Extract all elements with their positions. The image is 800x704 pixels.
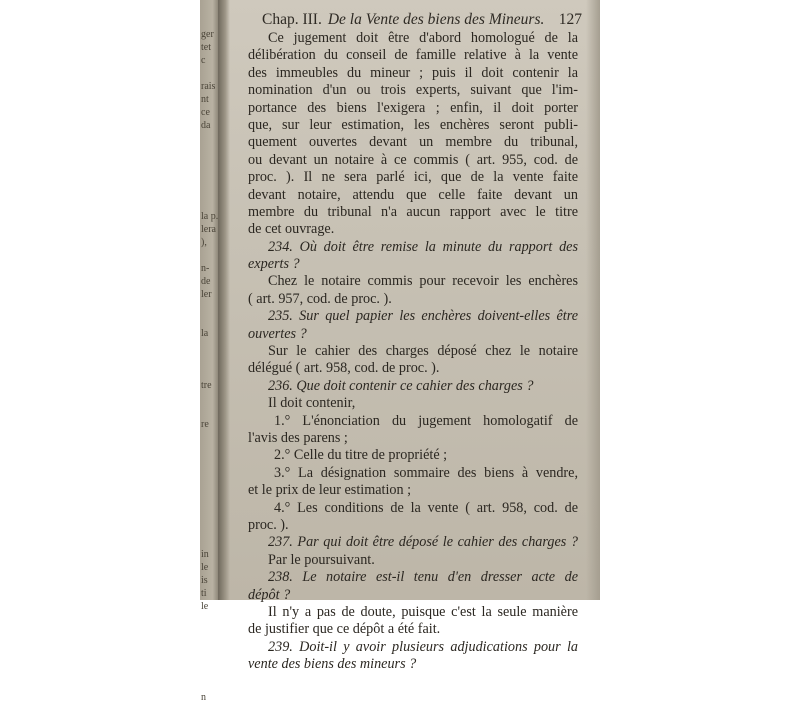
list-item-line: 3.° La désignation sommaire des biens à vendre, bbox=[274, 464, 578, 481]
question-line: vente des biens des mineurs ? bbox=[248, 656, 417, 673]
left-page-text-fragments: ger tet c rais nt ce da la p. lera ), n- de ler la tre re in le is ti le n bbox=[201, 29, 219, 703]
text-line: des immeubles du mineur ; puis il doit contenir la bbox=[248, 64, 578, 81]
question-line: 239. Doit-il y avoir plusieurs adjudications pour la bbox=[268, 638, 578, 655]
list-item-line: l'avis des parens ; bbox=[248, 429, 348, 446]
running-head bbox=[262, 10, 582, 30]
list-item-line: et le prix de leur estimation ; bbox=[248, 482, 412, 499]
question-line: 235. Sur quel papier les enchères doivent-elles être bbox=[268, 308, 578, 325]
running-head-title: De la Vente des biens des Mineurs. bbox=[327, 11, 545, 28]
answer-line: délégué ( art. 958, cod. de proc. ). bbox=[248, 360, 440, 377]
question-line: 234. Où doit être remise la minute du rapport des bbox=[268, 238, 578, 255]
list-item-line: proc. ). bbox=[248, 516, 289, 533]
text-line: portance des biens l'exigera ; enfin, il doit porter bbox=[248, 99, 578, 116]
text-line: que, sur leur estimation, les enchères seront publi- bbox=[248, 116, 578, 133]
text-line: quement ouvertes devant un membre du tribunal, bbox=[248, 134, 578, 151]
text-line: devant notaire, attendu que celle faite devant un bbox=[248, 186, 578, 203]
text-line: délibération du conseil de famille relative à la vente bbox=[248, 47, 578, 64]
left-page-edge bbox=[200, 0, 219, 703]
question-line: ouvertes ? bbox=[248, 325, 307, 342]
list-item-line: 2.° Celle du titre de propriété ; bbox=[274, 447, 448, 464]
text-line: membre du tribunal n'a aucun rapport avec le titre bbox=[248, 203, 578, 220]
page-body bbox=[248, 30, 578, 673]
answer-line: de justifier que ce dépôt a été fait. bbox=[248, 621, 441, 638]
question-line: 238. Le notaire est-il tenu d'en dresser acte de bbox=[268, 569, 578, 586]
answer-line: Il n'y a pas de doute, puisque c'est la seule manière bbox=[268, 603, 578, 620]
answer-line: Par le poursuivant. bbox=[268, 551, 375, 568]
text-line: Ce jugement doit être d'abord homologué de la bbox=[268, 30, 578, 46]
question-line: dépôt ? bbox=[248, 586, 291, 603]
text-line: de cet ouvrage. bbox=[248, 221, 335, 238]
book-photo bbox=[200, 0, 600, 703]
list-item-line: 4.° Les conditions de la vente ( art. 958, cod. de bbox=[274, 499, 578, 516]
running-head-chapter: Chap. III. bbox=[262, 11, 322, 28]
answer-line: Chez le notaire commis pour recevoir les enchères bbox=[268, 273, 578, 290]
list-item-line: 1.° L'énonciation du jugement homologatif de bbox=[274, 412, 578, 429]
answer-line: Il doit contenir, bbox=[268, 395, 356, 412]
page-number: 127 bbox=[558, 11, 582, 28]
question-line: 236. Que doit contenir ce cahier des charges ? bbox=[268, 377, 534, 394]
question-line: 237. Par qui doit être déposé le cahier des charges ? bbox=[268, 534, 578, 551]
answer-line: ( art. 957, cod. de proc. ). bbox=[248, 290, 392, 307]
text-line: ou devant un notaire à ce commis ( art. 955, cod. de bbox=[248, 151, 578, 168]
book-gutter-shadow bbox=[218, 0, 230, 600]
book-page bbox=[230, 6, 590, 673]
text-line: nomination d'un ou trois experts, suivant que l'im- bbox=[248, 82, 578, 99]
text-line: proc. ). Il ne sera parlé ici, que de la vente faite bbox=[248, 169, 578, 186]
question-line: experts ? bbox=[248, 256, 300, 273]
answer-line: Sur le cahier des charges déposé chez le notaire bbox=[268, 343, 578, 360]
